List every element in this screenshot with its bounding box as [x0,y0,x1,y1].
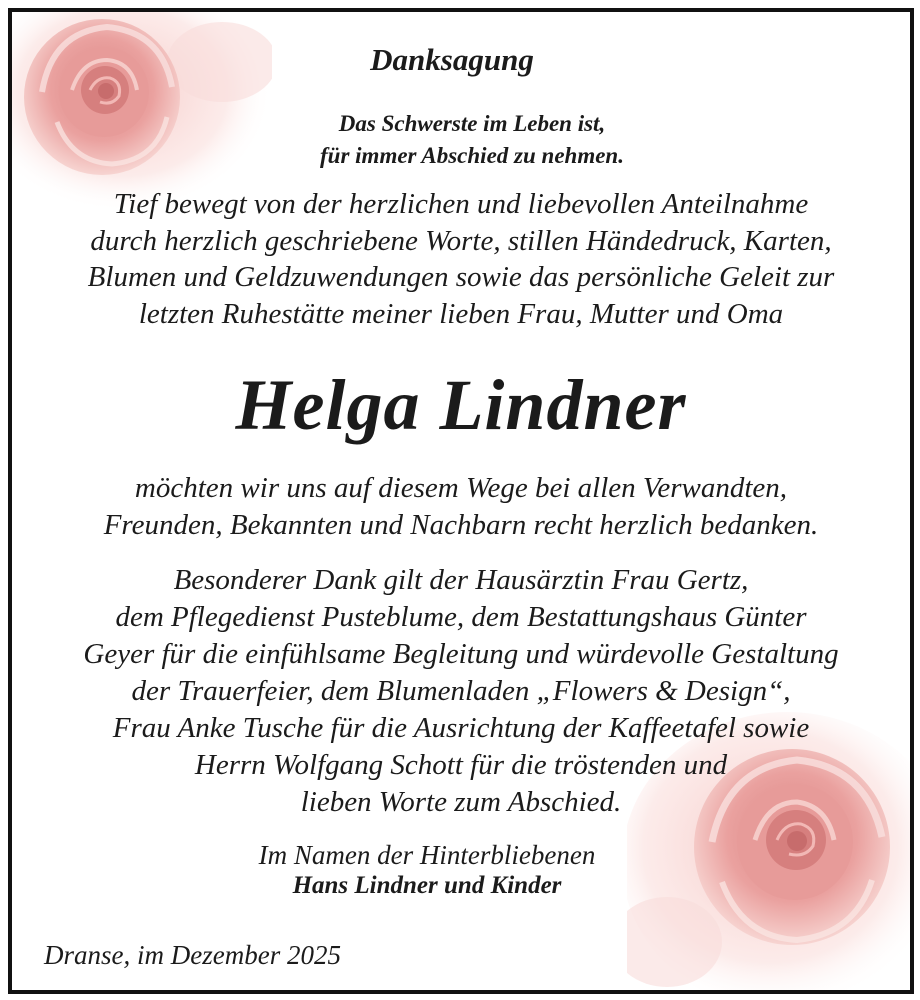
thanks-line: Freunden, Bekannten und Nachbarn recht herzlich bedanken. [103,509,819,541]
special-thanks-line: Besonderer Dank gilt der Hausärztin Frau Gertz, [173,564,749,596]
special-thanks-line: Frau Anke Tusche für die Ausrichtung der Kaffeetafel sowie [112,712,810,744]
special-thanks-line: Herrn Wolfgang Schott für die tröstenden und [194,749,728,781]
thanks-paragraph [12,470,910,544]
thanks-line: möchten wir uns auf diesem Wege bei allen Verwandten, [134,472,788,504]
quote-line: Das Schwerste im Leben ist, [338,111,606,136]
special-thanks-line: dem Pflegedienst Pusteblume, dem Bestattungshaus Günter [115,601,807,633]
quote [212,108,732,172]
intro-line: Blumen und Geldzuwendungen sowie das persönliche Geleit zur [87,261,835,293]
special-thanks-line: lieben Worte zum Abschied. [300,786,622,818]
notice-heading: Danksagung [370,42,534,77]
intro-line: durch herzlich geschriebene Worte, stillen Händedruck, Karten, [90,224,832,257]
special-thanks-line: der Trauerfeier, dem Blumenladen „Flowers & Design“, [131,675,791,707]
special-thanks-paragraph [12,562,910,821]
intro-line: Tief bewegt von der herzlichen und liebevollen Anteilnahme [113,188,809,220]
signers: Hans Lindner und Kinder [292,872,562,899]
intro-paragraph [12,186,910,332]
obituary-notice [8,8,914,994]
signoff: Im Namen der Hinterbliebenen [258,840,596,870]
intro-line: letzten Ruhestätte meiner lieben Frau, Mutter und Oma [138,297,784,330]
special-thanks-line: Geyer für die einfühlsame Begleitung und würdevolle Gestaltung [83,638,839,670]
deceased-name: Helga Lindner [235,365,687,445]
quote-line: für immer Abschied zu nehmen. [320,143,624,168]
place-date: Dranse, im Dezember 2025 [44,940,341,970]
